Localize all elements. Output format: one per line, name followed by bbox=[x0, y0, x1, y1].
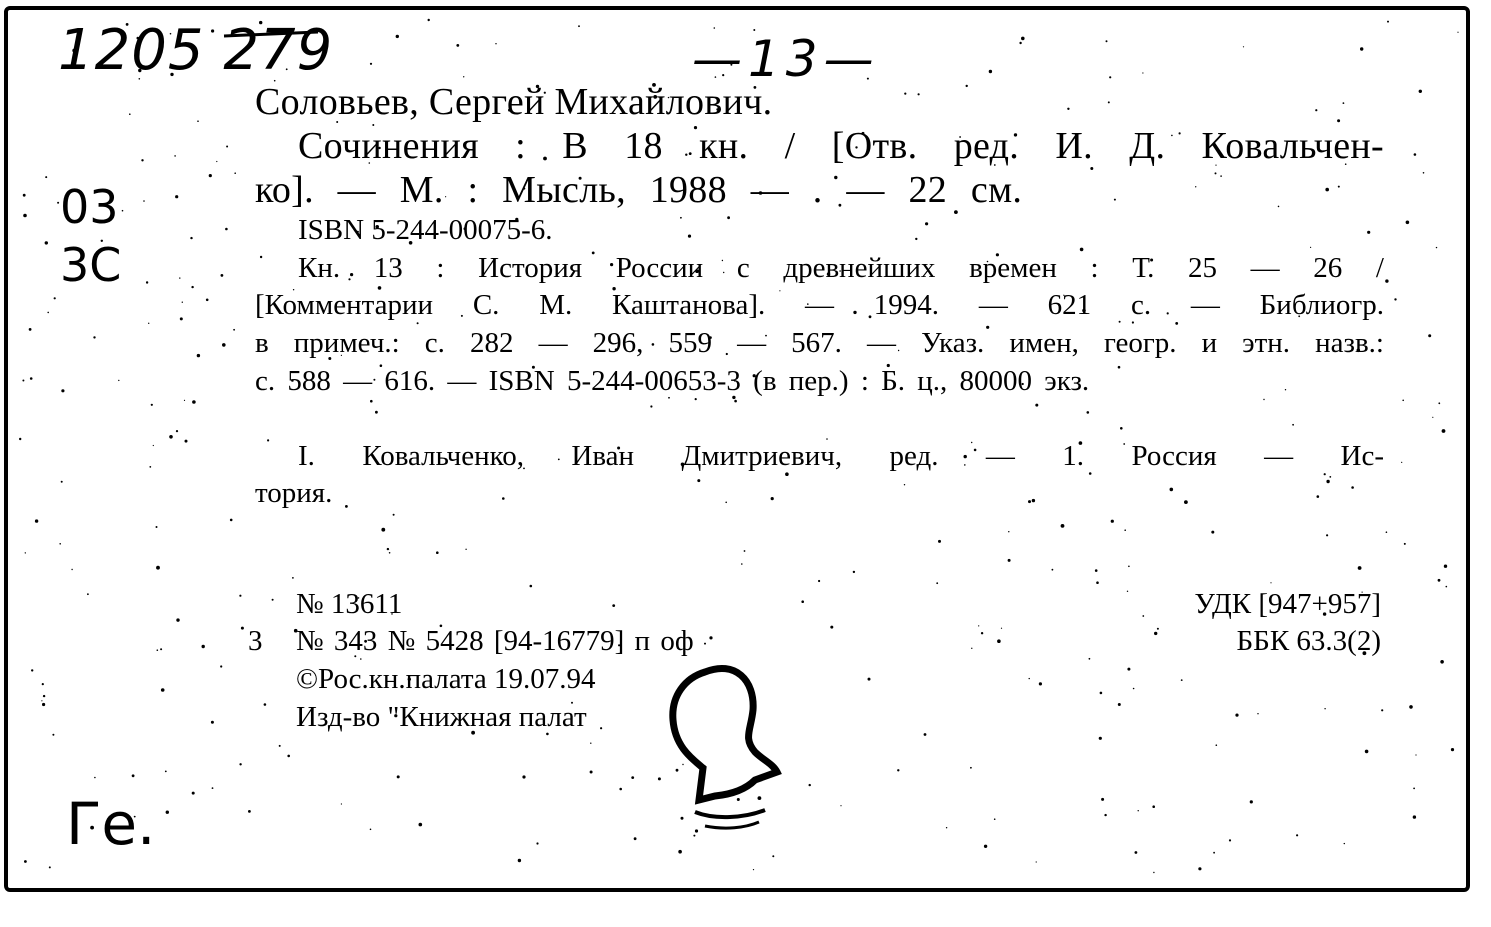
speck bbox=[631, 776, 634, 779]
speck bbox=[206, 299, 209, 302]
speck bbox=[853, 571, 855, 573]
speck bbox=[161, 688, 165, 692]
speck bbox=[1381, 709, 1383, 711]
speck bbox=[1394, 298, 1396, 300]
speck bbox=[1213, 852, 1215, 854]
speck bbox=[1446, 586, 1448, 588]
title-line-1: Сочинения : В 18 кн. / [Отв. ред. И. Д. Ковальчен- bbox=[298, 125, 1384, 167]
speck bbox=[1317, 495, 1320, 498]
copyright-line: ©Рос.кн.палата 19.07.94 bbox=[296, 663, 596, 695]
speck bbox=[428, 19, 430, 21]
speck bbox=[1360, 47, 1363, 50]
speck bbox=[753, 869, 754, 870]
speck bbox=[456, 44, 459, 47]
speck bbox=[272, 599, 274, 601]
speck bbox=[502, 497, 505, 500]
speck bbox=[1127, 668, 1130, 671]
speck bbox=[1436, 247, 1437, 248]
speck bbox=[650, 405, 652, 407]
speck bbox=[19, 438, 21, 440]
speck bbox=[122, 210, 124, 212]
speck bbox=[146, 281, 148, 283]
speck bbox=[221, 274, 224, 277]
speck bbox=[1028, 500, 1031, 503]
speck bbox=[35, 519, 38, 522]
speck bbox=[180, 317, 183, 320]
speck bbox=[1457, 32, 1458, 33]
speck bbox=[818, 580, 820, 582]
speck bbox=[1414, 153, 1417, 156]
speck bbox=[1415, 754, 1416, 755]
speck bbox=[1263, 399, 1264, 400]
speck bbox=[417, 322, 419, 324]
speck bbox=[925, 222, 928, 225]
speck bbox=[169, 435, 173, 439]
speck bbox=[1211, 531, 1214, 534]
speck bbox=[212, 787, 214, 789]
speck bbox=[904, 484, 905, 485]
speck bbox=[61, 389, 64, 392]
bbk-code: ББК 63.3(2) bbox=[1236, 625, 1381, 657]
speck bbox=[179, 277, 180, 278]
speck bbox=[185, 440, 188, 443]
speck bbox=[997, 639, 1001, 643]
speck bbox=[600, 727, 602, 729]
speck bbox=[57, 202, 59, 204]
speck bbox=[1343, 102, 1345, 104]
speck bbox=[226, 146, 228, 148]
speck bbox=[174, 155, 176, 157]
speck bbox=[678, 850, 682, 854]
speck bbox=[1100, 692, 1103, 695]
speck bbox=[192, 400, 196, 404]
speck bbox=[989, 70, 992, 73]
speck bbox=[688, 235, 691, 238]
speck bbox=[141, 159, 143, 161]
speck bbox=[1385, 279, 1388, 282]
speck bbox=[1153, 872, 1154, 873]
speck bbox=[1229, 839, 1231, 841]
speck bbox=[1324, 473, 1326, 475]
speck bbox=[370, 63, 372, 65]
speck bbox=[634, 837, 637, 840]
speck bbox=[1413, 788, 1415, 790]
speck bbox=[165, 771, 167, 773]
speck bbox=[1087, 411, 1090, 414]
speck bbox=[1052, 569, 1054, 571]
speck bbox=[24, 860, 27, 863]
speck bbox=[971, 648, 972, 649]
speck bbox=[709, 636, 712, 639]
speck bbox=[287, 755, 290, 758]
speck bbox=[31, 669, 33, 671]
speck bbox=[1432, 417, 1433, 418]
speck bbox=[1104, 814, 1106, 816]
speck bbox=[984, 845, 987, 848]
speck bbox=[175, 195, 178, 198]
speck bbox=[149, 466, 151, 468]
speck bbox=[495, 43, 496, 44]
inventory-underline bbox=[222, 30, 322, 40]
speck bbox=[160, 648, 162, 650]
speck bbox=[619, 788, 622, 791]
speck bbox=[801, 600, 804, 603]
speck bbox=[151, 404, 153, 406]
speck bbox=[176, 618, 179, 621]
tracing-line-1: I. Ковальченко, Иван Дмитриевич, ред. — 1. Россия — Ис- bbox=[298, 440, 1384, 472]
speck bbox=[132, 774, 135, 777]
speck bbox=[1133, 688, 1135, 690]
speck bbox=[1138, 810, 1139, 811]
handwritten-code-line2: 3C bbox=[60, 238, 122, 292]
speck bbox=[840, 805, 841, 806]
speck bbox=[225, 228, 228, 231]
speck bbox=[530, 585, 533, 588]
speck bbox=[1021, 37, 1025, 41]
speck bbox=[970, 767, 972, 769]
speck bbox=[118, 380, 119, 381]
speck bbox=[1413, 815, 1416, 818]
speck bbox=[375, 411, 378, 414]
speck bbox=[157, 649, 159, 651]
speck bbox=[680, 217, 682, 219]
speck bbox=[1039, 682, 1042, 685]
speck bbox=[1404, 543, 1406, 545]
speck bbox=[714, 27, 716, 29]
speck bbox=[1089, 658, 1091, 660]
speck bbox=[1157, 628, 1159, 630]
speck bbox=[1428, 334, 1431, 337]
speck bbox=[153, 445, 154, 446]
speck bbox=[1008, 531, 1009, 532]
speck bbox=[1170, 488, 1174, 492]
speck bbox=[1118, 366, 1121, 369]
speck bbox=[1444, 565, 1447, 568]
handwritten-code-line1: 03 bbox=[60, 180, 119, 234]
speck bbox=[61, 481, 63, 483]
speck bbox=[29, 328, 32, 331]
speck bbox=[994, 818, 996, 820]
speck bbox=[184, 400, 185, 401]
speck bbox=[697, 479, 700, 482]
speck bbox=[904, 93, 906, 95]
speck bbox=[966, 85, 968, 87]
speck bbox=[1106, 40, 1108, 42]
speck bbox=[211, 721, 214, 724]
speck bbox=[1195, 186, 1196, 187]
speck bbox=[1292, 424, 1294, 426]
speck bbox=[1032, 499, 1035, 502]
speck bbox=[222, 343, 226, 347]
speck bbox=[360, 658, 362, 660]
speck bbox=[22, 380, 24, 382]
speck bbox=[1365, 750, 1369, 754]
speck bbox=[341, 803, 342, 804]
speck bbox=[695, 398, 697, 400]
speck bbox=[1325, 188, 1329, 192]
isbn-main: ISBN 5-244-00075-6. bbox=[298, 214, 553, 246]
speck bbox=[1250, 800, 1253, 803]
speck bbox=[1198, 867, 1201, 870]
speck bbox=[590, 743, 591, 744]
speck bbox=[279, 745, 281, 747]
speck bbox=[71, 569, 72, 570]
speck bbox=[1099, 737, 1102, 740]
speck bbox=[436, 551, 439, 554]
speck bbox=[1451, 748, 1454, 751]
speck bbox=[915, 238, 917, 240]
speck bbox=[264, 703, 267, 706]
speck bbox=[41, 700, 42, 701]
speck bbox=[370, 829, 372, 831]
speck bbox=[1419, 90, 1422, 93]
speck bbox=[45, 176, 47, 178]
speck bbox=[1338, 186, 1340, 188]
speck bbox=[156, 526, 158, 528]
speck bbox=[1401, 462, 1402, 463]
tracing-line-2: тория. bbox=[255, 477, 333, 509]
speck bbox=[463, 76, 464, 77]
speck bbox=[47, 312, 49, 314]
speck bbox=[23, 214, 27, 218]
speck bbox=[87, 593, 89, 595]
speck bbox=[704, 643, 706, 645]
speck bbox=[1108, 101, 1110, 103]
speck bbox=[1326, 534, 1328, 536]
speck bbox=[978, 625, 979, 626]
speck bbox=[1029, 678, 1030, 679]
speck bbox=[536, 842, 538, 844]
speck bbox=[248, 810, 251, 813]
speck bbox=[809, 784, 811, 786]
speck bbox=[1080, 248, 1084, 252]
speck bbox=[727, 216, 730, 219]
speck bbox=[1067, 108, 1069, 110]
speck bbox=[389, 552, 391, 554]
punch-hole-blot bbox=[655, 660, 805, 840]
speck bbox=[42, 703, 45, 706]
speck bbox=[1315, 109, 1317, 111]
speck bbox=[1128, 566, 1130, 568]
speck bbox=[220, 665, 222, 667]
speck bbox=[209, 174, 212, 177]
speck bbox=[741, 563, 743, 565]
handwritten-page-mark: —13— bbox=[692, 30, 880, 88]
volume-line-1: Кн. 13 : История России с древнейших времен : Т. 25 — 26 / bbox=[298, 252, 1384, 284]
speck bbox=[1181, 679, 1183, 681]
speck bbox=[1001, 628, 1002, 629]
speck bbox=[1114, 199, 1116, 201]
order-line: № 343 № 5428 [94-16779] п оф bbox=[296, 625, 694, 657]
speck bbox=[54, 297, 56, 299]
speck bbox=[345, 505, 348, 508]
speck bbox=[1142, 72, 1143, 73]
handwritten-inventory-number: 1205 279 bbox=[58, 18, 334, 83]
speck bbox=[771, 497, 774, 500]
speck bbox=[1135, 851, 1138, 854]
speck bbox=[868, 678, 871, 681]
speck bbox=[1386, 531, 1388, 533]
speck bbox=[1438, 579, 1441, 582]
speck bbox=[387, 548, 389, 550]
speck bbox=[393, 514, 395, 516]
speck bbox=[94, 777, 96, 779]
speck bbox=[176, 430, 178, 432]
speck bbox=[734, 400, 737, 403]
speck bbox=[1270, 582, 1271, 583]
speck bbox=[1154, 632, 1157, 635]
speck bbox=[936, 582, 938, 584]
record-number: № 13611 bbox=[296, 588, 403, 620]
speck bbox=[239, 763, 241, 765]
speck bbox=[1285, 389, 1286, 390]
speck bbox=[192, 792, 195, 795]
speck bbox=[42, 683, 44, 685]
speck bbox=[129, 113, 131, 115]
speck bbox=[1008, 559, 1011, 562]
speck bbox=[234, 172, 236, 174]
speck bbox=[1184, 500, 1188, 504]
speck bbox=[156, 566, 160, 570]
speck bbox=[1111, 520, 1114, 523]
speck bbox=[93, 336, 95, 338]
speck bbox=[522, 775, 525, 778]
speck bbox=[202, 645, 205, 648]
speck bbox=[1215, 172, 1217, 174]
publisher-line: Изд-во "Книжная палат bbox=[296, 701, 587, 733]
speck bbox=[1109, 76, 1111, 78]
speck bbox=[1061, 524, 1065, 528]
speck bbox=[267, 439, 269, 441]
speck bbox=[1438, 402, 1440, 404]
speck bbox=[1440, 660, 1444, 664]
speck bbox=[1101, 798, 1104, 801]
speck bbox=[148, 323, 149, 324]
speck bbox=[1442, 429, 1446, 433]
speck bbox=[1220, 175, 1222, 177]
speck bbox=[1036, 861, 1037, 862]
speck bbox=[1127, 591, 1128, 592]
speck bbox=[518, 859, 521, 862]
speck bbox=[1326, 480, 1329, 483]
speck bbox=[578, 25, 580, 27]
speck bbox=[143, 200, 145, 202]
speck bbox=[981, 632, 983, 634]
speck bbox=[465, 549, 466, 550]
speck bbox=[1118, 703, 1121, 706]
speck bbox=[1235, 714, 1238, 717]
speck bbox=[381, 528, 385, 532]
speck bbox=[1423, 172, 1425, 174]
speck bbox=[190, 237, 192, 239]
speck bbox=[230, 519, 233, 522]
speck bbox=[830, 626, 833, 629]
volume-line-4: с. 588 — 616. — ISBN 5-244-00653-3 (в пер.) : Б. ц., 80000 экз. bbox=[255, 365, 1090, 397]
copies-count: 3 bbox=[248, 625, 263, 657]
speck bbox=[1278, 206, 1280, 208]
speck bbox=[52, 734, 54, 736]
speck bbox=[1310, 247, 1311, 248]
speck bbox=[239, 595, 241, 597]
speck bbox=[725, 502, 727, 504]
handwritten-initials: Ге. bbox=[66, 790, 156, 858]
speck bbox=[1351, 486, 1354, 489]
speck bbox=[25, 552, 26, 553]
speck bbox=[49, 866, 51, 868]
speck bbox=[1367, 231, 1370, 234]
speck bbox=[370, 400, 373, 403]
speck bbox=[897, 769, 899, 771]
speck bbox=[946, 827, 947, 828]
speck bbox=[1142, 615, 1144, 617]
speck bbox=[1257, 713, 1258, 714]
udk-code: УДК [947+957] bbox=[1194, 588, 1381, 620]
speck bbox=[938, 540, 941, 543]
speck bbox=[1358, 566, 1362, 570]
speck bbox=[924, 733, 927, 736]
speck bbox=[1095, 569, 1098, 572]
speck bbox=[612, 604, 615, 607]
speck bbox=[1387, 21, 1389, 23]
speck bbox=[23, 194, 26, 197]
speck bbox=[1243, 46, 1244, 47]
speck bbox=[241, 627, 244, 630]
speck bbox=[590, 771, 593, 774]
speck bbox=[1019, 42, 1021, 44]
speck bbox=[1296, 834, 1298, 836]
speck bbox=[233, 329, 235, 331]
speck bbox=[191, 286, 193, 288]
speck bbox=[45, 241, 48, 244]
speck bbox=[166, 811, 169, 814]
speck bbox=[43, 695, 45, 697]
volume-line-3: в примеч.: с. 282 — 296, 559 — 567. — Указ. имен, геогр. и этн. назв.: bbox=[255, 327, 1384, 359]
speck bbox=[1152, 805, 1155, 808]
speck bbox=[197, 120, 199, 122]
speck bbox=[216, 161, 217, 162]
speck bbox=[772, 855, 774, 857]
speck bbox=[1175, 322, 1178, 325]
speck bbox=[292, 577, 294, 579]
speck bbox=[396, 35, 399, 38]
speck bbox=[30, 377, 33, 380]
speck bbox=[744, 550, 746, 552]
speck bbox=[1324, 708, 1325, 709]
speck bbox=[1409, 705, 1413, 709]
speck bbox=[1216, 744, 1218, 746]
speck bbox=[397, 775, 400, 778]
speck bbox=[1120, 427, 1123, 430]
volume-line-2: [Комментарии С. М. Каштанова]. — 1994. — 621 с. — Библиогр. bbox=[255, 289, 1384, 321]
speck bbox=[1402, 400, 1404, 402]
speck bbox=[182, 302, 183, 303]
speck bbox=[1035, 404, 1038, 407]
speck bbox=[1329, 476, 1331, 478]
speck bbox=[1096, 581, 1099, 584]
speck bbox=[59, 543, 61, 545]
speck bbox=[419, 823, 423, 827]
speck bbox=[260, 256, 262, 258]
speck bbox=[197, 354, 200, 357]
speck bbox=[1124, 529, 1126, 531]
speck bbox=[1344, 843, 1345, 844]
speck bbox=[1406, 221, 1410, 225]
title-line-2: ко]. — М. : Мысль, 1988 — . — 22 см. bbox=[255, 169, 1023, 211]
speck bbox=[918, 93, 920, 95]
author-heading: Соловьев, Сергей Михайлович. bbox=[255, 81, 773, 123]
speck bbox=[1337, 119, 1340, 122]
